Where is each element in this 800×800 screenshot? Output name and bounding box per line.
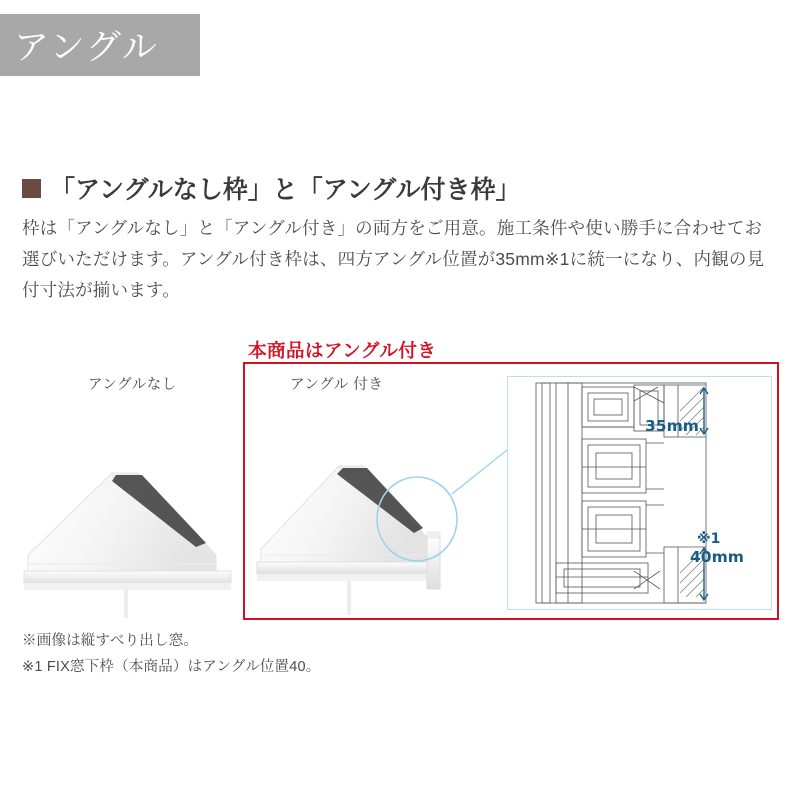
- footnote-line-1: ※画像は縦すべり出し窓。: [22, 633, 199, 649]
- section-body-text: 枠は「アングルなし」と「アングル付き」の両方をご用意。施工条件や使い勝手に合わせてお選びいただけます。アングル付き枠は、四方アングル位置が35mm※1に統一になり、内観の見付寸法が揃います。: [22, 218, 765, 300]
- dimension-note-mark: ※1: [697, 531, 721, 547]
- header-tag-label: アングル: [14, 28, 159, 67]
- right-photo-caption: アングル 付き: [290, 377, 384, 393]
- square-bullet-icon: [22, 179, 41, 198]
- cross-section-drawing-panel: [507, 376, 772, 610]
- dimension-label-upper: 35mm: [645, 417, 699, 435]
- left-photo-caption: アングルなし: [88, 377, 177, 393]
- cross-section-drawing: [508, 377, 771, 609]
- frame-with-angle-illustration: [251, 394, 481, 616]
- section-heading: [22, 170, 521, 206]
- highlight-label: 本商品はアングル付き: [248, 340, 437, 361]
- footnotes: [22, 628, 320, 680]
- dimension-label-lower: 40mm: [690, 548, 744, 566]
- footnote-line-2: ※1 FIX窓下枠（本商品）はアングル位置40。: [22, 659, 321, 675]
- section-heading-label: 「アングルなし枠」と「アングル付き枠」: [50, 176, 521, 204]
- photo-frame-without-angle: [20, 395, 235, 620]
- page-header-tag: [0, 14, 200, 76]
- frame-without-angle-illustration: [20, 395, 235, 620]
- angle-included-callout-box: [243, 362, 779, 620]
- photo-frame-with-angle: [251, 394, 481, 616]
